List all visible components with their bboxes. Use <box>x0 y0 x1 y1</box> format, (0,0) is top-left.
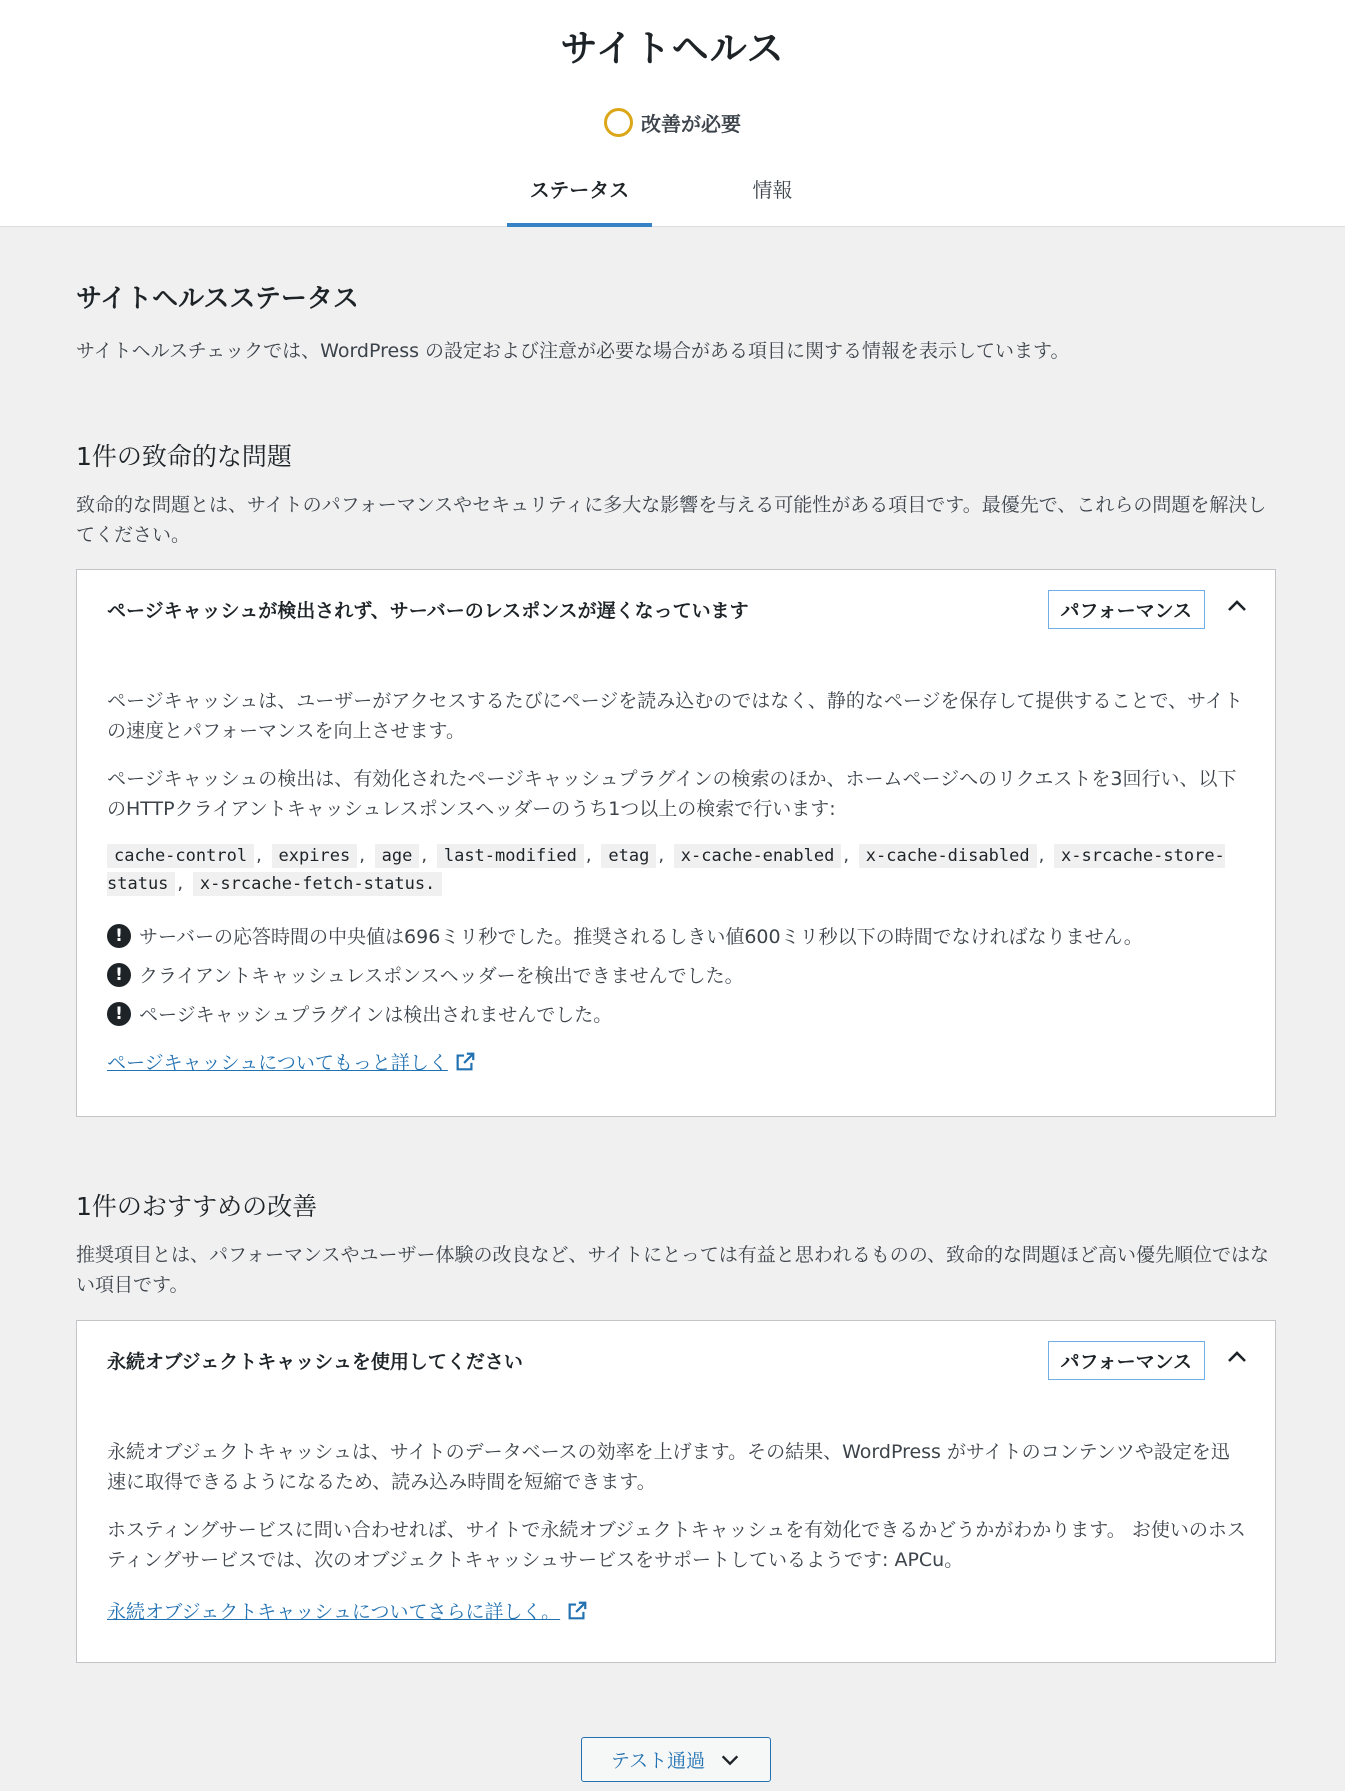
issue-title[interactable]: 永続オブジェクトキャッシュを使用してください <box>107 1351 523 1373</box>
health-status <box>0 108 1345 137</box>
chevron-down-icon <box>719 1749 741 1771</box>
link-text[interactable]: ページキャッシュについてもっと詳しく <box>107 1052 448 1074</box>
page-title: サイトヘルス <box>560 27 785 70</box>
exclamation-icon: ! <box>107 1002 131 1026</box>
issue-paragraph: ホスティングサービスに問い合わせれば、サイトで永続オブジェクトキャッシュを有効化できるかどうかがわかります。 お使いのホスティングサービスでは、次のオブジェクトキャッシュサービスをサポートしているようです: APCu。 <box>107 1519 1246 1571</box>
header-code: expires <box>272 844 358 868</box>
tab-status[interactable]: ステータス <box>507 168 652 227</box>
category-badge: パフォーマンス <box>1048 590 1205 629</box>
passed-tests-button[interactable] <box>581 1737 771 1782</box>
header-code: age <box>375 844 420 868</box>
alert-item <box>107 922 1143 949</box>
alert-text: ページキャッシュプラグインは検出されませんでした。 <box>139 1004 613 1026</box>
issue-paragraph: 永続オブジェクトキャッシュは、サイトのデータベースの効率を上げます。その結果、WordPress がサイトのコンテンツや設定を迅速に取得できるようになるため、読み込み時間を短縮できます。 <box>107 1441 1230 1493</box>
header-code: etag <box>601 844 656 868</box>
exclamation-icon: ! <box>107 924 131 948</box>
status-label: 改善が必要 <box>641 112 741 136</box>
status-ring-icon <box>604 108 633 137</box>
chevron-up-icon[interactable] <box>1225 594 1249 618</box>
recommended-issue-card <box>76 1320 1276 1663</box>
critical-heading: 1件の致命的な問題 <box>76 442 292 471</box>
learn-more-link[interactable] <box>107 1048 476 1075</box>
section-heading: サイトヘルスステータス <box>76 284 359 314</box>
chevron-up-icon[interactable] <box>1225 1345 1249 1369</box>
external-link-icon <box>454 1051 476 1073</box>
alert-item <box>107 1000 612 1027</box>
header-code: cache-control <box>107 844 254 868</box>
header-code: x-cache-disabled <box>859 844 1037 868</box>
alert-text: サーバーの応答時間の中央値は696ミリ秒でした。推奨されるしきい値600ミリ秒以下の時間でなければなりません。 <box>139 926 1143 948</box>
link-text[interactable]: 永続オブジェクトキャッシュについてさらに詳しく。 <box>107 1601 561 1623</box>
header-list: cache-control , expires , age , last-modified , etag , x-cache-enabled , x-cache-disabled , x-srcache-store-status , x-srcache-fetch-status. <box>107 845 1225 894</box>
intro-text: サイトヘルスチェックでは、WordPress の設定および注意が必要な場合がある項目に関する情報を表示しています。 <box>76 340 1070 362</box>
critical-issue-card <box>76 569 1276 1117</box>
alert-item <box>107 961 744 988</box>
site-health-header <box>0 0 1345 227</box>
header-code: last-modified <box>437 844 584 868</box>
header-code: x-srcache-fetch-status. <box>193 872 442 896</box>
passed-tests-label: テスト通過 <box>610 1750 706 1772</box>
alert-text: クライアントキャッシュレスポンスヘッダーを検出できませんでした。 <box>139 965 744 987</box>
external-link-icon <box>566 1600 588 1622</box>
issue-paragraph: ページキャッシュの検出は、有効化されたページキャッシュプラグインの検索のほか、ホームページへのリクエストを3回行い、以下のHTTPクライアントキャッシュレスポンスヘッダーのうち1つ以上の検索で行います: <box>107 768 1237 820</box>
tab-info[interactable]: 情報 <box>752 178 793 202</box>
recommended-description: 推奨項目とは、パフォーマンスやユーザー体験の改良など、サイトにとっては有益と思われるものの、致命的な問題ほど高い優先順位ではない項目です。 <box>76 1244 1270 1296</box>
issue-paragraph: ページキャッシュは、ユーザーがアクセスするたびにページを読み込むのではなく、静的なページを保存して提供することで、サイトの速度とパフォーマンスを向上させます。 <box>107 690 1243 742</box>
exclamation-icon: ! <box>107 963 131 987</box>
learn-more-link[interactable] <box>107 1597 588 1624</box>
issue-title[interactable]: ページキャッシュが検出されず、サーバーのレスポンスが遅くなっています <box>107 600 749 622</box>
recommended-heading: 1件のおすすめの改善 <box>76 1192 318 1221</box>
header-code: x-cache-enabled <box>674 844 842 868</box>
category-badge: パフォーマンス <box>1048 1341 1205 1380</box>
header-code: x-srcache-store-status <box>107 846 1225 894</box>
critical-description: 致命的な問題とは、サイトのパフォーマンスやセキュリティに多大な影響を与える可能性がある項目です。最優先で、これらの問題を解決してください。 <box>76 494 1267 546</box>
